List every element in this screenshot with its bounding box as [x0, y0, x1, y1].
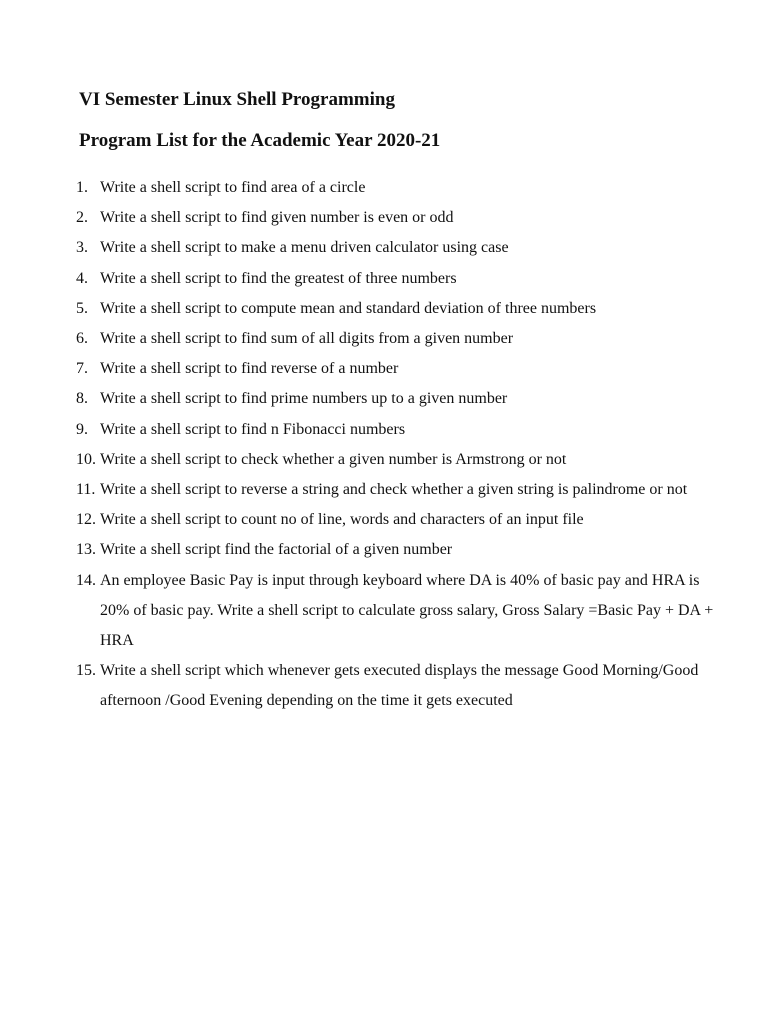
program-number: 11.: [76, 481, 96, 499]
program-number: 10.: [76, 450, 96, 468]
program-text: Write a shell script to find given number is even or odd: [100, 209, 454, 227]
program-item-9: [76, 415, 716, 445]
program-number: 4.: [76, 269, 88, 287]
program-list: [76, 173, 716, 717]
program-number: 6.: [76, 330, 88, 348]
program-item-2: [76, 203, 716, 233]
program-text: Write a shell script to compute mean and standard deviation of three numbers: [100, 299, 597, 317]
program-number: 2.: [76, 209, 88, 227]
program-text: Write a shell script to find prime numbers up to a given number: [100, 390, 508, 408]
program-number: 7.: [76, 360, 88, 378]
program-number: 5.: [76, 299, 88, 317]
program-item-11: [76, 475, 716, 505]
program-item-10: [76, 445, 716, 475]
program-text: Write a shell script to check whether a given number is Armstrong or not: [100, 450, 567, 468]
program-text: Write a shell script which whenever gets executed displays the message Good Morning/Good afternoon /Good Evening depending on the time it gets executed: [100, 662, 699, 710]
program-text: Write a shell script to find the greatest of three numbers: [100, 269, 457, 287]
program-number: 15.: [76, 662, 96, 680]
program-text: Write a shell script to find reverse of a number: [100, 360, 399, 378]
program-item-14: [76, 566, 716, 657]
program-text: Write a shell script to reverse a string and check whether a given string is palindrome or not: [100, 481, 688, 499]
program-item-1: [76, 173, 716, 203]
document-subtitle: Program List for the Academic Year 2020-21: [79, 130, 441, 151]
program-text: Write a shell script to find n Fibonacci numbers: [100, 420, 406, 438]
program-item-3: [76, 233, 716, 263]
program-text: Write a shell script to make a menu driven calculator using case: [100, 239, 509, 257]
program-item-13: [76, 535, 716, 565]
program-text: Write a shell script find the factorial of a given number: [100, 541, 453, 559]
program-number: 1.: [76, 179, 88, 196]
program-item-4: [76, 264, 716, 294]
program-number: 13.: [76, 541, 96, 559]
program-text: An employee Basic Pay is input through keyboard where DA is 40% of basic pay and HRA is 20% of basic pay. Write a shell script to calculate gross salary, Gross Salary =Basic Pay + DA + HRA: [100, 571, 714, 650]
program-number: 12.: [76, 511, 96, 529]
program-text: Write a shell script to find area of a circle: [100, 179, 366, 196]
program-number: 14.: [76, 571, 96, 589]
program-number: 3.: [76, 239, 88, 257]
program-item-8: [76, 384, 716, 414]
program-text: Write a shell script to count no of line, words and characters of an input file: [100, 511, 584, 529]
program-item-15: [76, 656, 716, 716]
program-number: 8.: [76, 390, 88, 408]
program-item-6: [76, 324, 716, 354]
document-title: VI Semester Linux Shell Programming: [79, 89, 395, 110]
program-item-12: [76, 505, 716, 535]
program-text: Write a shell script to find sum of all digits from a given number: [100, 330, 514, 348]
program-item-7: [76, 354, 716, 384]
program-item-5: [76, 294, 716, 324]
program-number: 9.: [76, 420, 88, 438]
